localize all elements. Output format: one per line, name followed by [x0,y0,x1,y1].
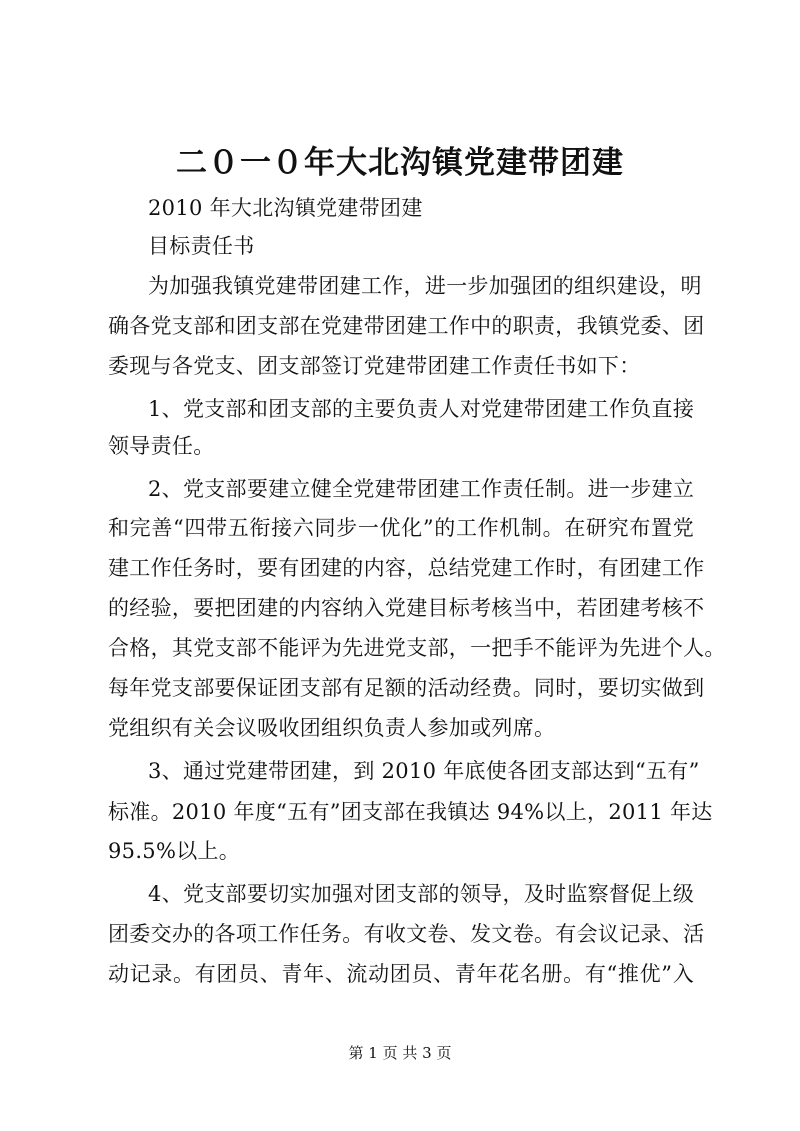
paragraph-line: 确各党支部和团支部在党建带团建工作中的职责，我镇党委、团 [108,314,705,338]
page-number: 第 1 页 共 3 页 [348,1044,452,1062]
paragraph-line: 团委交办的各项工作任务。有收文卷、发文卷。有会议记录、活 [108,922,705,946]
paragraph-line: 1、党支部和团支部的主要负责人对党建带团建工作负直接 [148,397,695,421]
paragraph-line: 的经验，要把团建的内容纳入党建目标考核当中，若团建考核不 [108,596,705,620]
paragraph-line: 95.5%以上。 [108,839,241,863]
paragraph-line: 每年党支部要保证团支部有足额的活动经费。同时，要切实做到 [108,676,705,700]
paragraph-line: 建工作任务时，要有团建的内容，总结党建工作时，有团建工作 [108,556,705,580]
paragraph-line: 4、党支部要切实加强对团支部的领导，及时监察督促上级 [148,882,695,906]
document-title: 二０一０年大北沟镇党建带团建 [176,145,624,181]
paragraph-line: 2、党支部要建立健全党建带团建工作责任制。进一步建立 [148,477,695,501]
paragraph-line: 3、通过党建带团建，到 2010 年底使各团支部达到“五有” [148,759,700,783]
subtitle: 2010 年大北沟镇党建带团建 [148,196,423,220]
paragraph-line: 党组织有关会议吸收团组织负责人参加或列席。 [108,716,556,740]
paragraph-line: 合格，其党支部不能评为先进党支部，一把手不能评为先进个人。 [108,636,726,660]
paragraph-line: 委现与各党支、团支部签订党建带团建工作责任书如下： [108,354,641,378]
paragraph-line: 领导责任。 [108,434,215,458]
paragraph-line: 和完善“四带五衔接六同步一优化”的工作机制。在研究布置党 [108,516,694,540]
paragraph-line: 动记录。有团员、青年、流动团员、青年花名册。有“推优”入 [108,962,694,986]
paragraph-line: 标准。2010 年度“五有”团支部在我镇达 94%以上，2011 年达 [108,800,713,824]
subtitle-2: 目标责任书 [148,234,255,258]
paragraph-line: 为加强我镇党建带团建工作，进一步加强团的组织建设，明 [148,274,702,298]
